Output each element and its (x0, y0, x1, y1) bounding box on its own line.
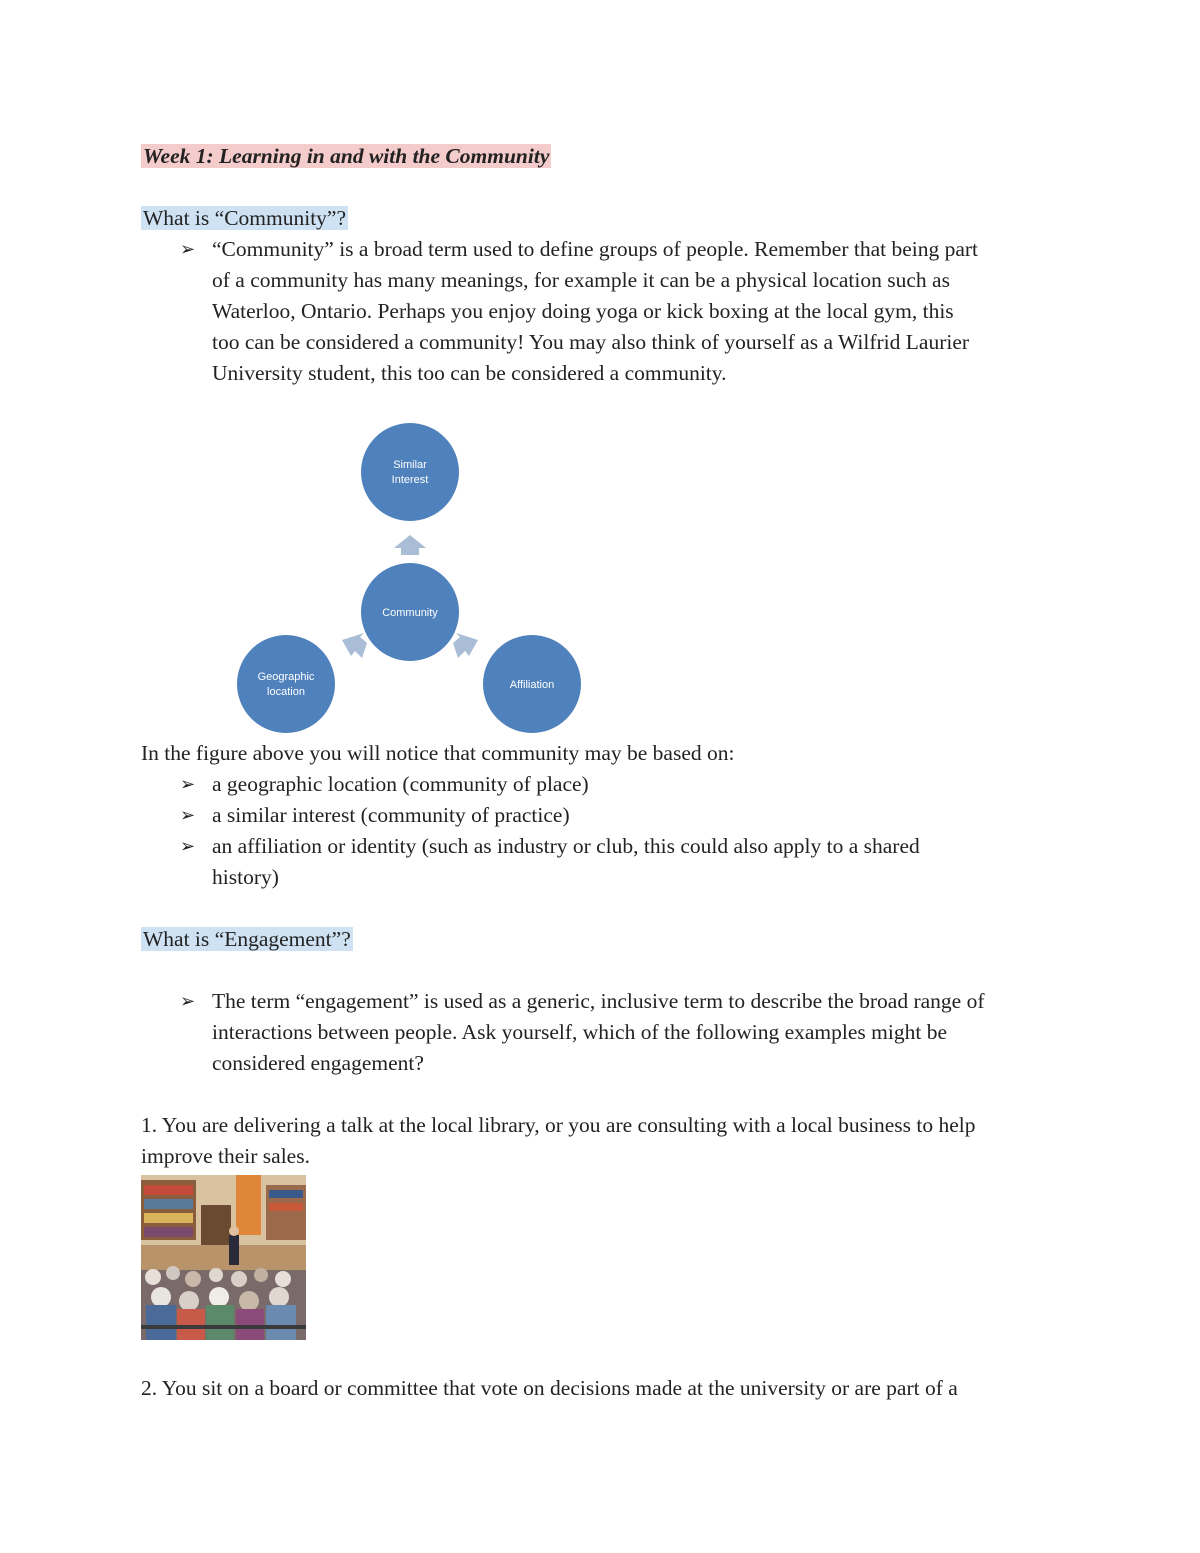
engagement-definition-line: The term “engagement” is used as a generic, inclusive term to describe the broad range of (212, 989, 985, 1013)
example-1-line: 1. You are delivering a talk at the local library, or you are consulting with a local business to help (141, 1113, 976, 1137)
figure-intro-text: In the figure above you will notice that community may be based on: (141, 741, 735, 765)
list-item: an affiliation or identity (such as industry or club, this could also apply to a shared (212, 834, 920, 858)
list-item-continuation: history) (212, 865, 279, 889)
bullet-arrow-icon: ➢ (180, 991, 196, 1011)
label-geographic: Geographic (257, 671, 315, 683)
example-1-line: improve their sales. (141, 1144, 310, 1168)
community-diagram (226, 418, 596, 738)
node-geographic-location (237, 635, 335, 733)
section-heading-engagement (141, 924, 353, 955)
community-definition-line: of a community has many meanings, for example it can be a physical location such as (212, 268, 950, 292)
library-talk-photo-svg (141, 1175, 306, 1340)
node-similar-interest (361, 423, 459, 521)
bullet-arrow-icon: ➢ (180, 774, 196, 794)
heading-text: What is “Community”? (143, 206, 347, 230)
section-heading-community (141, 203, 348, 234)
arrow-down-left-icon (342, 633, 367, 658)
engagement-definition-line: considered engagement? (212, 1051, 424, 1075)
label-interest: Interest (391, 474, 429, 486)
arrow-up-icon (394, 535, 426, 555)
example-2-line: 2. You sit on a board or committee that vote on decisions made at the university or are part of a (141, 1376, 958, 1400)
heading-text: What is “Engagement”? (143, 927, 351, 951)
community-diagram-svg (226, 418, 596, 738)
title-text: Week 1: Learning in and with the Community (143, 144, 550, 168)
label-similar: Similar (393, 459, 427, 471)
library-talk-photo (141, 1175, 306, 1340)
arrow-down-right-icon (453, 633, 478, 658)
community-definition-line: too can be considered a community! You may also think of yourself as a Wilfrid Laurier (212, 330, 970, 354)
list-item: a geographic location (community of place) (212, 772, 589, 796)
label-community: Community (382, 607, 438, 619)
label-affiliation: Affiliation (509, 679, 555, 691)
community-definition-line: Waterloo, Ontario. Perhaps you enjoy doing yoga or kick boxing at the local gym, this (212, 299, 954, 323)
bullet-arrow-icon: ➢ (180, 239, 196, 259)
community-definition-line: University student, this too can be considered a community. (212, 361, 727, 385)
document-title (141, 141, 551, 172)
bullet-arrow-icon: ➢ (180, 836, 196, 856)
community-definition-line: “Community” is a broad term used to define groups of people. Remember that being part (212, 237, 979, 261)
label-location: location (267, 686, 305, 698)
engagement-definition-line: interactions between people. Ask yourself, which of the following examples might be (212, 1020, 947, 1044)
bullet-arrow-icon: ➢ (180, 805, 196, 825)
list-item: a similar interest (community of practice) (212, 803, 570, 827)
